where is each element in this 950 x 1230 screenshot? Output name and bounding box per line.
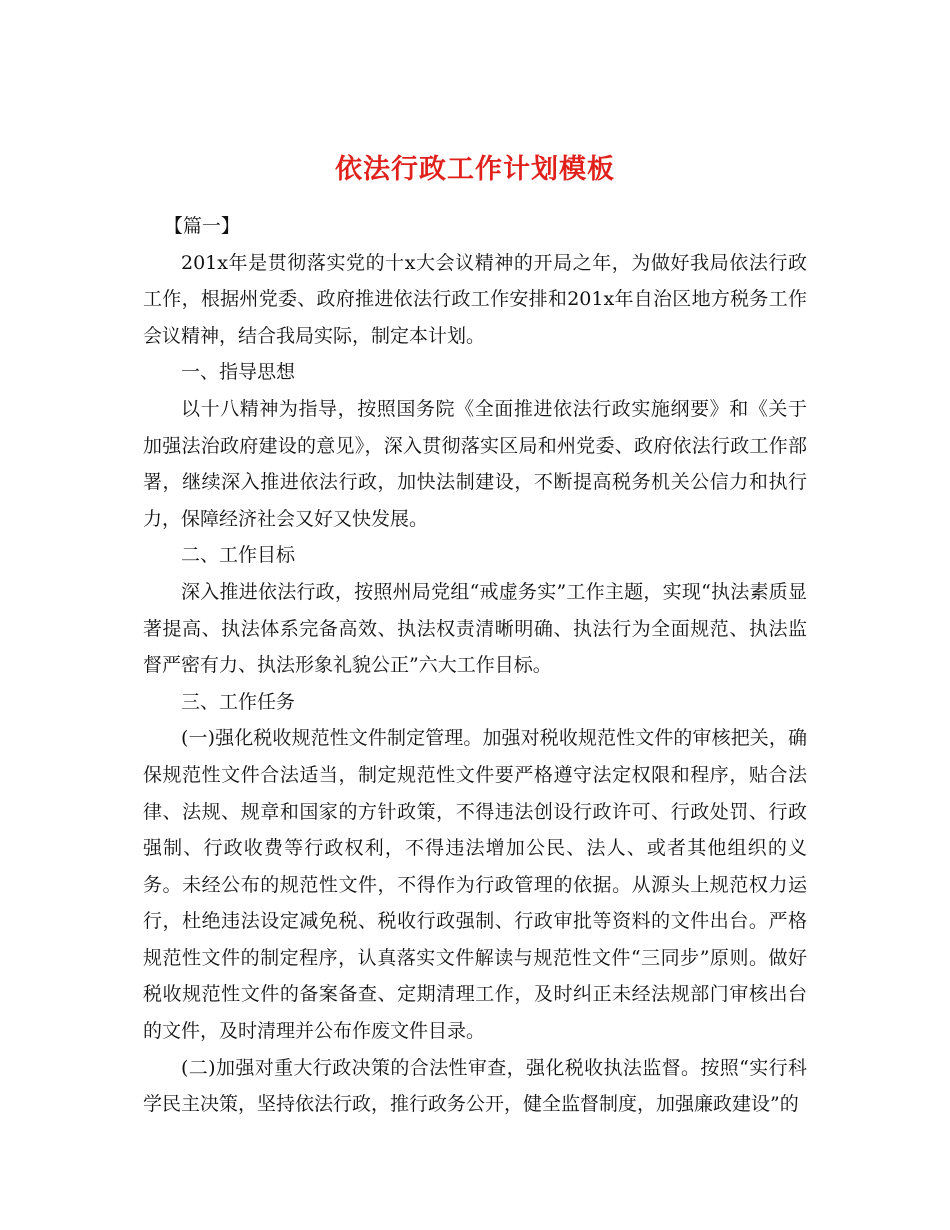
document-body [143, 208, 807, 1123]
task-one-paragraph: (一)强化税收规范性文件制定管理。加强对税收规范性文件的审核把关，确保规范性文件合法适当，制定规范性文件要严格遵守法定权限和程序，贴合法律、法规、规章和国家的方针政策，不得违法创设行政许可、行政处罚、行政强制、行政收费等行政权利，不得违法增加公民、法人、或者其他组织的义务。未经公布的规范性文件，不得作为行政管理的依据。从源头上规范权力运行，杜绝违法设定减免税、税收行政强制、行政审批等资料的文件出台。严格规范性文件的制定程序，认真落实文件解读与规范性文件“三同步”原则。做好税收规范性文件的备案备查、定期清理工作，及时纠正未经法规部门审核出台的文件，及时清理并公布作废文件目录。 [143, 727, 807, 1043]
section-heading-work-goals: 二、工作目标 [181, 544, 296, 567]
section-heading-work-tasks: 三、工作任务 [181, 690, 296, 713]
intro-paragraph: 201x年是贯彻落实党的十x大会议精神的开局之年，为做好我局依法行政工作，根据州党委、政府推进依法行政工作安排和201x年自治区地方税务工作会议精神，结合我局实际，制定本计划。 [143, 251, 807, 347]
task-two-paragraph: (二)加强对重大行政决策的合法性审查，强化税收执法监督。按照“实行科学民主决策，坚持依法行政，推行政务公开，健全监督制度，加强廉政建设”的 [143, 1056, 807, 1116]
guiding-ideology-paragraph: 以十八精神为指导，按照国务院《全面推进依法行政实施纲要》和《关于加强法治政府建设的意见》，深入贯彻落实区局和州党委、政府依法行政工作部署，继续深入推进依法行政，加快法制建设，不断提高税务机关公信力和执行力，保障经济社会又好又快发展。 [143, 397, 807, 530]
work-goals-paragraph: 深入推进依法行政，按照州局党组“戒虚务实”工作主题，实现“执法素质显著提高、执法体系完备高效、执法权责清晰明确、执法行为全面规范、执法监督严密有力、执法形象礼貌公正”六大工作目标。 [143, 580, 807, 677]
document-title: 依法行政工作计划模板 [335, 154, 615, 186]
section-heading-guiding-ideology: 一、指导思想 [181, 361, 296, 384]
section-label: 【篇一】 [163, 215, 240, 237]
